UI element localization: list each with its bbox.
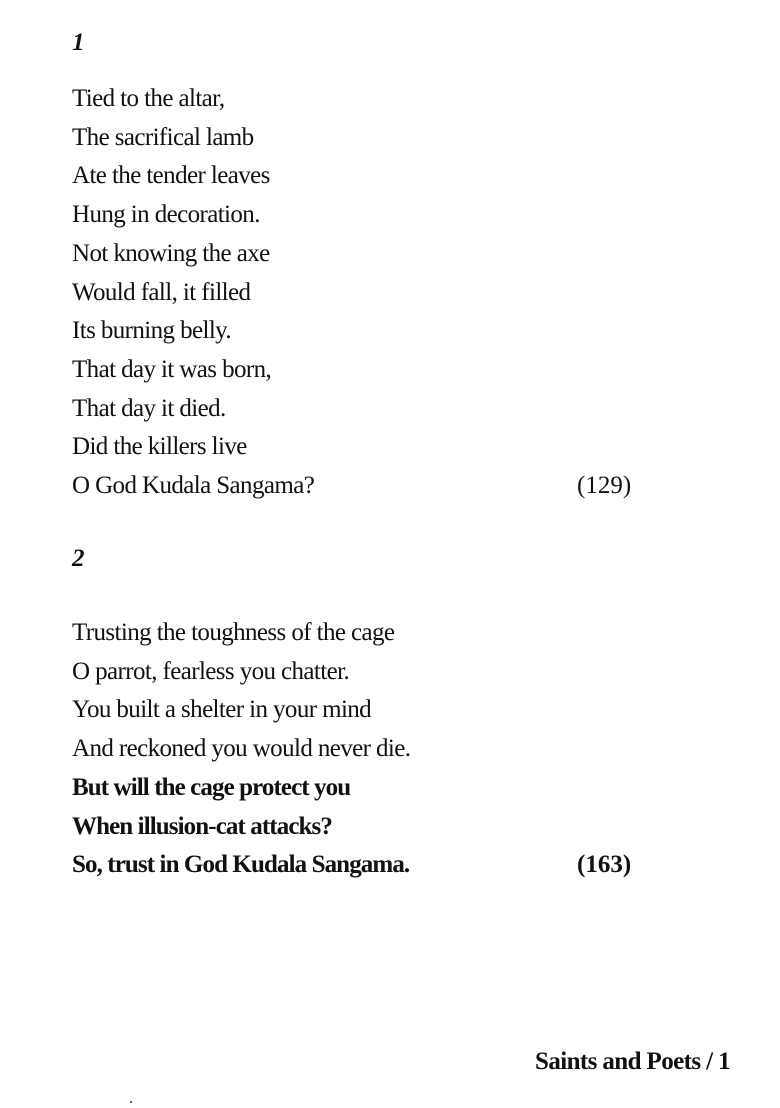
poem-line: Not knowing the axe xyxy=(72,239,270,267)
poem-line: Ate the tender leaves xyxy=(72,162,270,190)
poem-line: That day it died. xyxy=(72,394,226,422)
poem-line: O parrot, fearless you chatter. xyxy=(72,657,350,685)
poem-line: Its burning belly. xyxy=(72,317,232,345)
poem-line: Did the killers live xyxy=(72,433,247,461)
poem-number: 2 xyxy=(72,545,85,572)
poem-reference: (129) xyxy=(577,472,632,500)
poem-line: Would fall, it filled xyxy=(72,278,251,306)
poem-line-last xyxy=(72,846,672,885)
poem-line: But will the cage protect you xyxy=(72,773,351,801)
poem-line: Hung in decoration. xyxy=(72,201,260,229)
page-footer: Saints and Poets / 1 xyxy=(535,1048,730,1075)
poem-line: When illusion-cat attacks? xyxy=(72,812,332,840)
poem-line: Trusting the toughness of the cage xyxy=(72,619,395,646)
poem-line-text: So, trust in God Kudala Sangama. xyxy=(72,851,410,879)
poem-lines xyxy=(72,614,672,885)
poem-line-text: O God Kudala Sangama? xyxy=(72,472,315,500)
poem-line: And reckoned you would never die. xyxy=(72,735,411,763)
poem-line-last xyxy=(72,467,672,506)
poem-1 xyxy=(72,26,672,506)
poem-number: 1 xyxy=(72,29,85,56)
poem-reference: (163) xyxy=(577,851,632,879)
print-speck xyxy=(130,1101,132,1103)
poem-line: Tied to the altar, xyxy=(72,85,225,112)
poem-line: The sacrifical lamb xyxy=(72,123,254,151)
poem-lines xyxy=(72,80,672,506)
poem-line: That day it was born, xyxy=(72,355,272,383)
poem-2 xyxy=(72,542,672,885)
poem-line: You built a shelter in your mind xyxy=(72,696,372,724)
